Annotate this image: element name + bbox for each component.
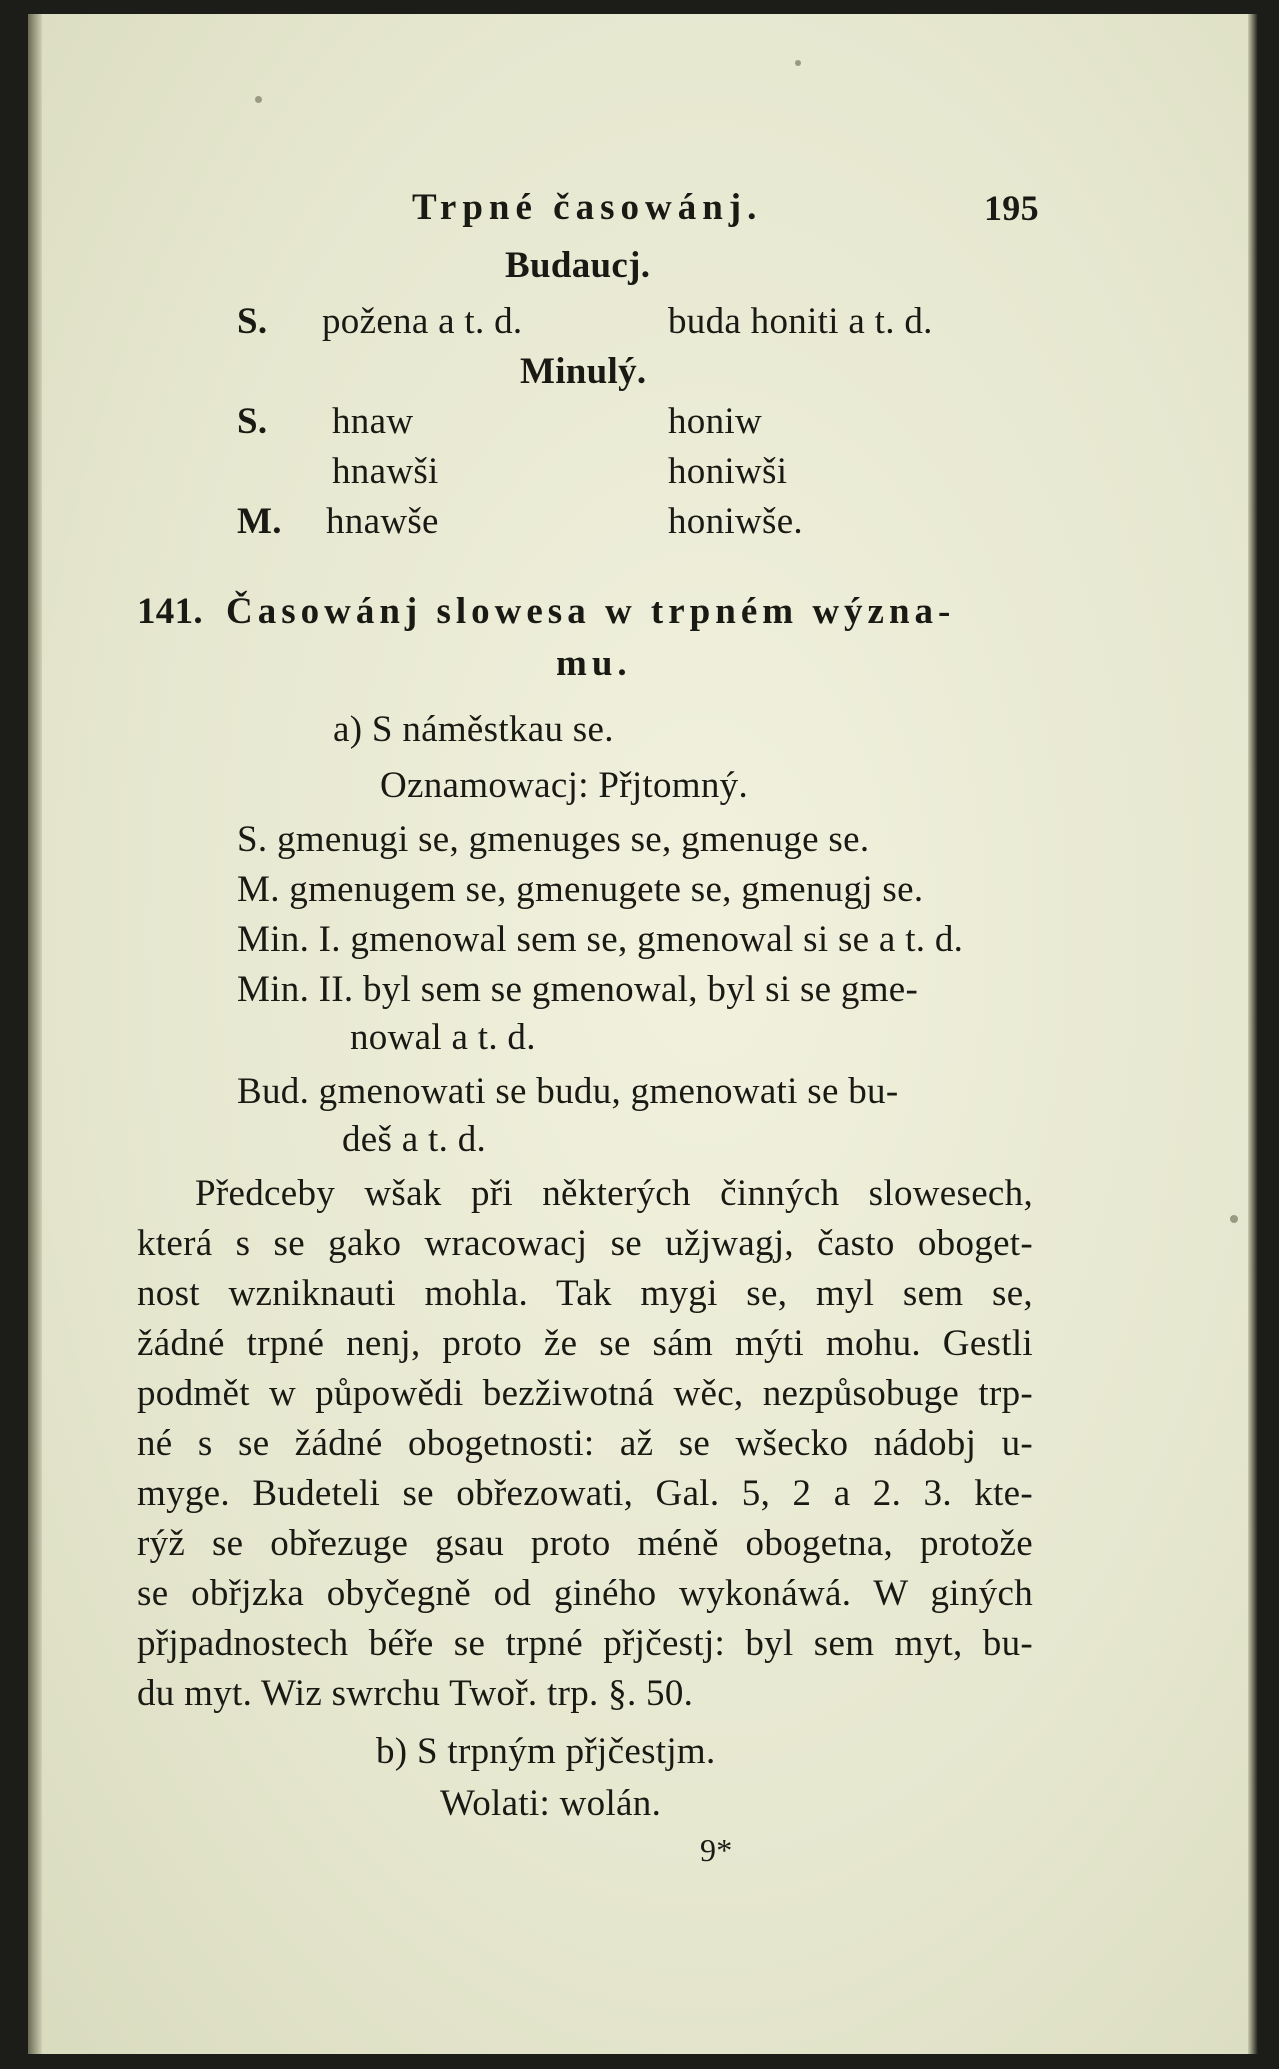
scan-speck xyxy=(1230,1215,1238,1223)
form-cell: honiwši xyxy=(668,451,788,492)
paragraph-line: Předceby wšak při některých činných slowesech, xyxy=(195,1173,1033,1214)
form-cell: hnawše xyxy=(326,501,439,542)
paragraph-line: nost wzniknauti mohla. Tak mygi se, myl sem se, xyxy=(137,1273,1033,1314)
section-title: Časowánj slowesa w trpném wýzna- xyxy=(226,591,956,632)
conjugation-row: deš a t. d. xyxy=(342,1119,487,1160)
subsection-b-title: b) S trpným přjčestjm. xyxy=(376,1731,716,1772)
mood-heading: Oznamowacj: Přjtomný. xyxy=(380,765,749,806)
section-number: 141. xyxy=(137,591,203,632)
paragraph-line: podmět w půpowědi bezžiwotná wěc, nezpůsobuge trp- xyxy=(137,1373,1033,1414)
signature-mark: 9* xyxy=(700,1832,733,1868)
paragraph-line: se obřjzka obyčegně od giného wykonáwá. W giných xyxy=(137,1573,1033,1614)
form-cell: buda honiti a t. d. xyxy=(668,301,933,342)
scan-speck xyxy=(255,96,262,103)
conjugation-row: nowal a t. d. xyxy=(350,1017,536,1058)
paragraph-line: né s se žádné obogetnosti: až se wšecko nádobj u- xyxy=(137,1423,1033,1464)
paragraph-line: du myt. Wiz swrchu Twoř. trp. §. 50. xyxy=(137,1673,694,1714)
scan-speck xyxy=(795,60,801,66)
conjugation-row: M. gmenugem se, gmenugete se, gmenugj se. xyxy=(237,869,924,910)
form-cell: požena a t. d. xyxy=(322,301,523,342)
heading-future: Budaucj. xyxy=(505,245,651,286)
row-label: M. xyxy=(237,501,282,542)
row-label: S. xyxy=(237,401,268,442)
paragraph-line: která s se gako wracowacj se užjwagj, často oboget- xyxy=(137,1223,1033,1264)
example-line: Wolati: wolán. xyxy=(440,1783,662,1824)
conjugation-row: Bud. gmenowati se budu, gmenowati se bu- xyxy=(237,1071,899,1112)
row-label: S. xyxy=(237,301,268,342)
paragraph-line: rýž se obřezuge gsau proto méně obogetna, protože xyxy=(137,1523,1033,1564)
running-head-title: Trpné časowánj. xyxy=(412,187,763,228)
paragraph-line: přjpadnostech béře se trpné přjčestj: byl sem myt, bu- xyxy=(137,1623,1033,1664)
form-cell: honiwše. xyxy=(668,501,803,542)
subsection-a-title: a) S náměstkau se. xyxy=(333,709,614,750)
conjugation-row: S. gmenugi se, gmenuges se, gmenuge se. xyxy=(237,819,870,860)
page-edge xyxy=(1248,14,1258,2054)
page-gutter xyxy=(28,14,42,2054)
heading-past: Minulý. xyxy=(520,351,647,392)
form-cell: hnawši xyxy=(332,451,439,492)
conjugation-row: Min. II. byl sem se gmenowal, byl si se gme- xyxy=(237,969,919,1010)
paragraph-line: žádné trpné nenj, proto že se sám mýti mohu. Gestli xyxy=(137,1323,1033,1364)
section-title-cont: mu. xyxy=(556,643,632,684)
conjugation-row: Min. I. gmenowal sem se, gmenowal si se a t. d. xyxy=(237,919,964,960)
form-cell: hnaw xyxy=(332,401,414,442)
paragraph-line: myge. Budeteli se obřezowati, Gal. 5, 2 a 2. 3. kte- xyxy=(137,1473,1033,1514)
form-cell: honiw xyxy=(668,401,762,442)
page-number: 195 xyxy=(984,188,1039,228)
